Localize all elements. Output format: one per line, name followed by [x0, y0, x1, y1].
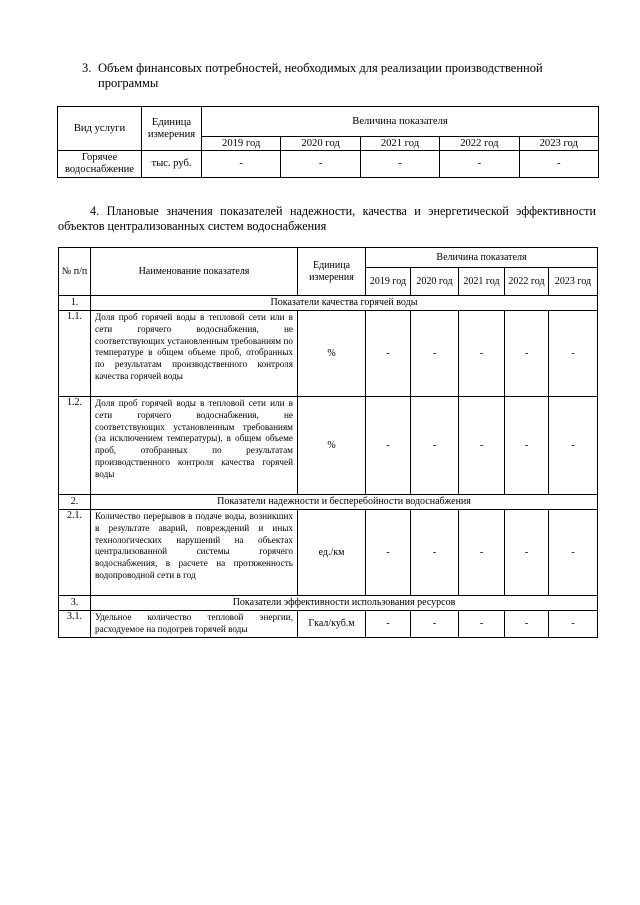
section-4-title: 4. Плановые значения показателей надежности, качества и энергетической эффективности объектов централизованных систем водоснабжения: [58, 204, 596, 233]
section-title: Показатели эффективности использования ресурсов: [91, 596, 598, 611]
t1-header-year: 2023 год: [519, 137, 598, 151]
row-description: Удельное количество тепловой энергии, расходуемое на подогрев горячей воды: [91, 611, 298, 638]
row-value: -: [411, 510, 459, 596]
row-number: 2.1.: [59, 510, 91, 596]
t2-header-year: 2022 год: [505, 268, 549, 296]
t2-header-unit: Единица измерения: [298, 248, 366, 296]
t1-header-year: 2020 год: [281, 137, 360, 151]
row-unit: %: [298, 311, 366, 397]
t1-row-value: -: [202, 151, 281, 178]
row-value: -: [366, 311, 411, 397]
row-value: -: [411, 397, 459, 495]
row-value: -: [549, 397, 598, 495]
t1-header-year: 2022 год: [440, 137, 519, 151]
row-value: -: [459, 510, 505, 596]
row-value: -: [411, 611, 459, 638]
row-value: -: [459, 311, 505, 397]
indicators-table: [58, 247, 598, 638]
row-value: -: [505, 397, 549, 495]
section-number: 2.: [59, 495, 91, 510]
row-value: -: [549, 311, 598, 397]
t1-row-service: Горячее водоснабжение: [58, 151, 142, 178]
t1-header-value: Величина показателя: [202, 107, 599, 137]
t2-header-year: 2020 год: [411, 268, 459, 296]
row-description: Доля проб горячей воды в тепловой сети или в сети горячего водоснабжения, не соответствующих установленным требованиям по температуре в общем объеме проб, отобранных по результатам производственного контроля качества горячей воды: [91, 311, 298, 397]
row-value: -: [411, 311, 459, 397]
t1-row-value: -: [281, 151, 360, 178]
row-value: -: [505, 611, 549, 638]
t1-header-unit: Единица измерения: [142, 107, 202, 151]
section-title: Показатели надежности и бесперебойности водоснабжения: [91, 495, 598, 510]
section-number: 3.: [59, 596, 91, 611]
financial-needs-table: [57, 106, 599, 178]
t1-header-year: 2019 год: [202, 137, 281, 151]
row-value: -: [505, 311, 549, 397]
t1-row-value: -: [360, 151, 439, 178]
t2-header-year: 2021 год: [459, 268, 505, 296]
t1-row-value: -: [440, 151, 519, 178]
section-number: 1.: [59, 296, 91, 311]
row-value: -: [366, 611, 411, 638]
row-value: -: [459, 611, 505, 638]
row-unit: %: [298, 397, 366, 495]
row-value: -: [459, 397, 505, 495]
row-value: -: [549, 611, 598, 638]
row-number: 1.2.: [59, 397, 91, 495]
row-value: -: [366, 397, 411, 495]
section-3-title-line1: Объем финансовых потребностей, необходимых для реализации производственной: [98, 61, 543, 75]
row-number: 1.1.: [59, 311, 91, 397]
t2-header-value: Величина показателя: [366, 248, 598, 268]
row-description: Количество перерывов в подаче воды, возникших в результате аварий, повреждений и иных технологических нарушений на объектах централизованной системы горячего водоснабжения, в расчете на протяженность водопроводной сети в год: [91, 510, 298, 596]
section-title: Показатели качества горячей воды: [91, 296, 598, 311]
row-unit: Гкал/куб.м: [298, 611, 366, 638]
row-value: -: [549, 510, 598, 596]
row-number: 3.1.: [59, 611, 91, 638]
section-3-title: [82, 61, 596, 91]
row-unit: ед./км: [298, 510, 366, 596]
t2-header-name: Наименование показателя: [91, 248, 298, 296]
section-3-number: 3.: [82, 61, 92, 75]
section-3-title-line2: программы: [98, 76, 159, 90]
t2-header-num: № п/п: [59, 248, 91, 296]
t2-header-year: 2023 год: [549, 268, 598, 296]
t1-header-service: Вид услуги: [58, 107, 142, 151]
t1-header-year: 2021 год: [360, 137, 439, 151]
row-value: -: [505, 510, 549, 596]
row-value: -: [366, 510, 411, 596]
t1-row-unit: тыс. руб.: [142, 151, 202, 178]
t2-header-year: 2019 год: [366, 268, 411, 296]
row-description: Доля проб горячей воды в тепловой сети или в сети горячего водоснабжения, не соответствующих установленным требованиям (за исключением температуры), в общем объеме проб, отобранных по результатам производственного контроля качества горячей воды: [91, 397, 298, 495]
t1-row-value: -: [519, 151, 598, 178]
